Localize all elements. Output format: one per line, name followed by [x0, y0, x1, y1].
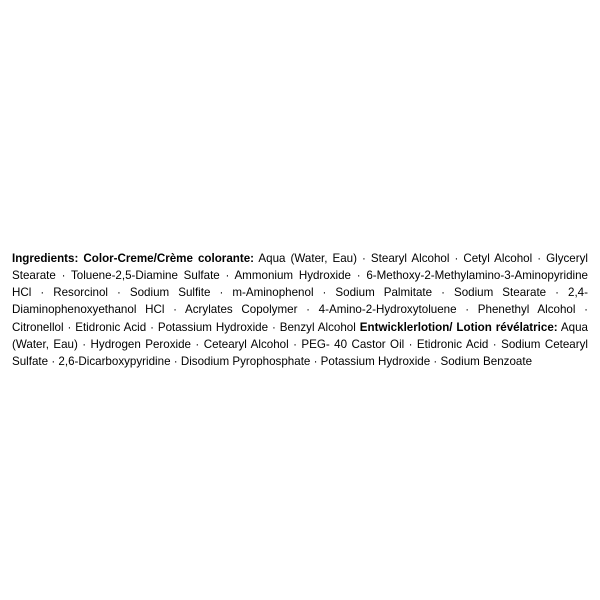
developer-ingredient-list: Aqua (Water, Eau) · Hydrogen Peroxide · Cetearyl Alcohol · PEG- 40 Castor Oil · Etidronic Acid · Sodium Cetearyl Sulfate · 2,6-Dicarboxypyridine · Disodium Pyrophosphate · Potassium Hydroxide · Sodium Benzoate [12, 320, 588, 369]
colorant-ingredient-list: Aqua (Water, Eau) · Stearyl Alcohol · Cetyl Alcohol · Glyceryl Stearate · Toluene-2,5-Diamine Sulfate · Ammonium Hydroxide · 6-Methoxy-2-Methylamino-3-Aminopyridine HCl · Resorcinol · Sodium Sulfite · m-Aminophenol · Sodium Palmitate · Sodium Stearate · 2,4-Diaminophenoxyethanol HCl · Acrylates Copolymer · 4-Amino-2-Hydroxytoluene · Phenethyl Alcohol · Citronellol · Etidronic Acid · Potassium Hydroxide · Benzyl Alcohol [12, 251, 588, 334]
ingredients-heading: Ingredients: [12, 251, 79, 265]
developer-label: Entwicklerlotion/ Lotion révélatrice: [359, 320, 558, 334]
ingredients-text [12, 250, 588, 371]
colorant-label: Color-Creme/Crème colorante: [83, 251, 255, 265]
